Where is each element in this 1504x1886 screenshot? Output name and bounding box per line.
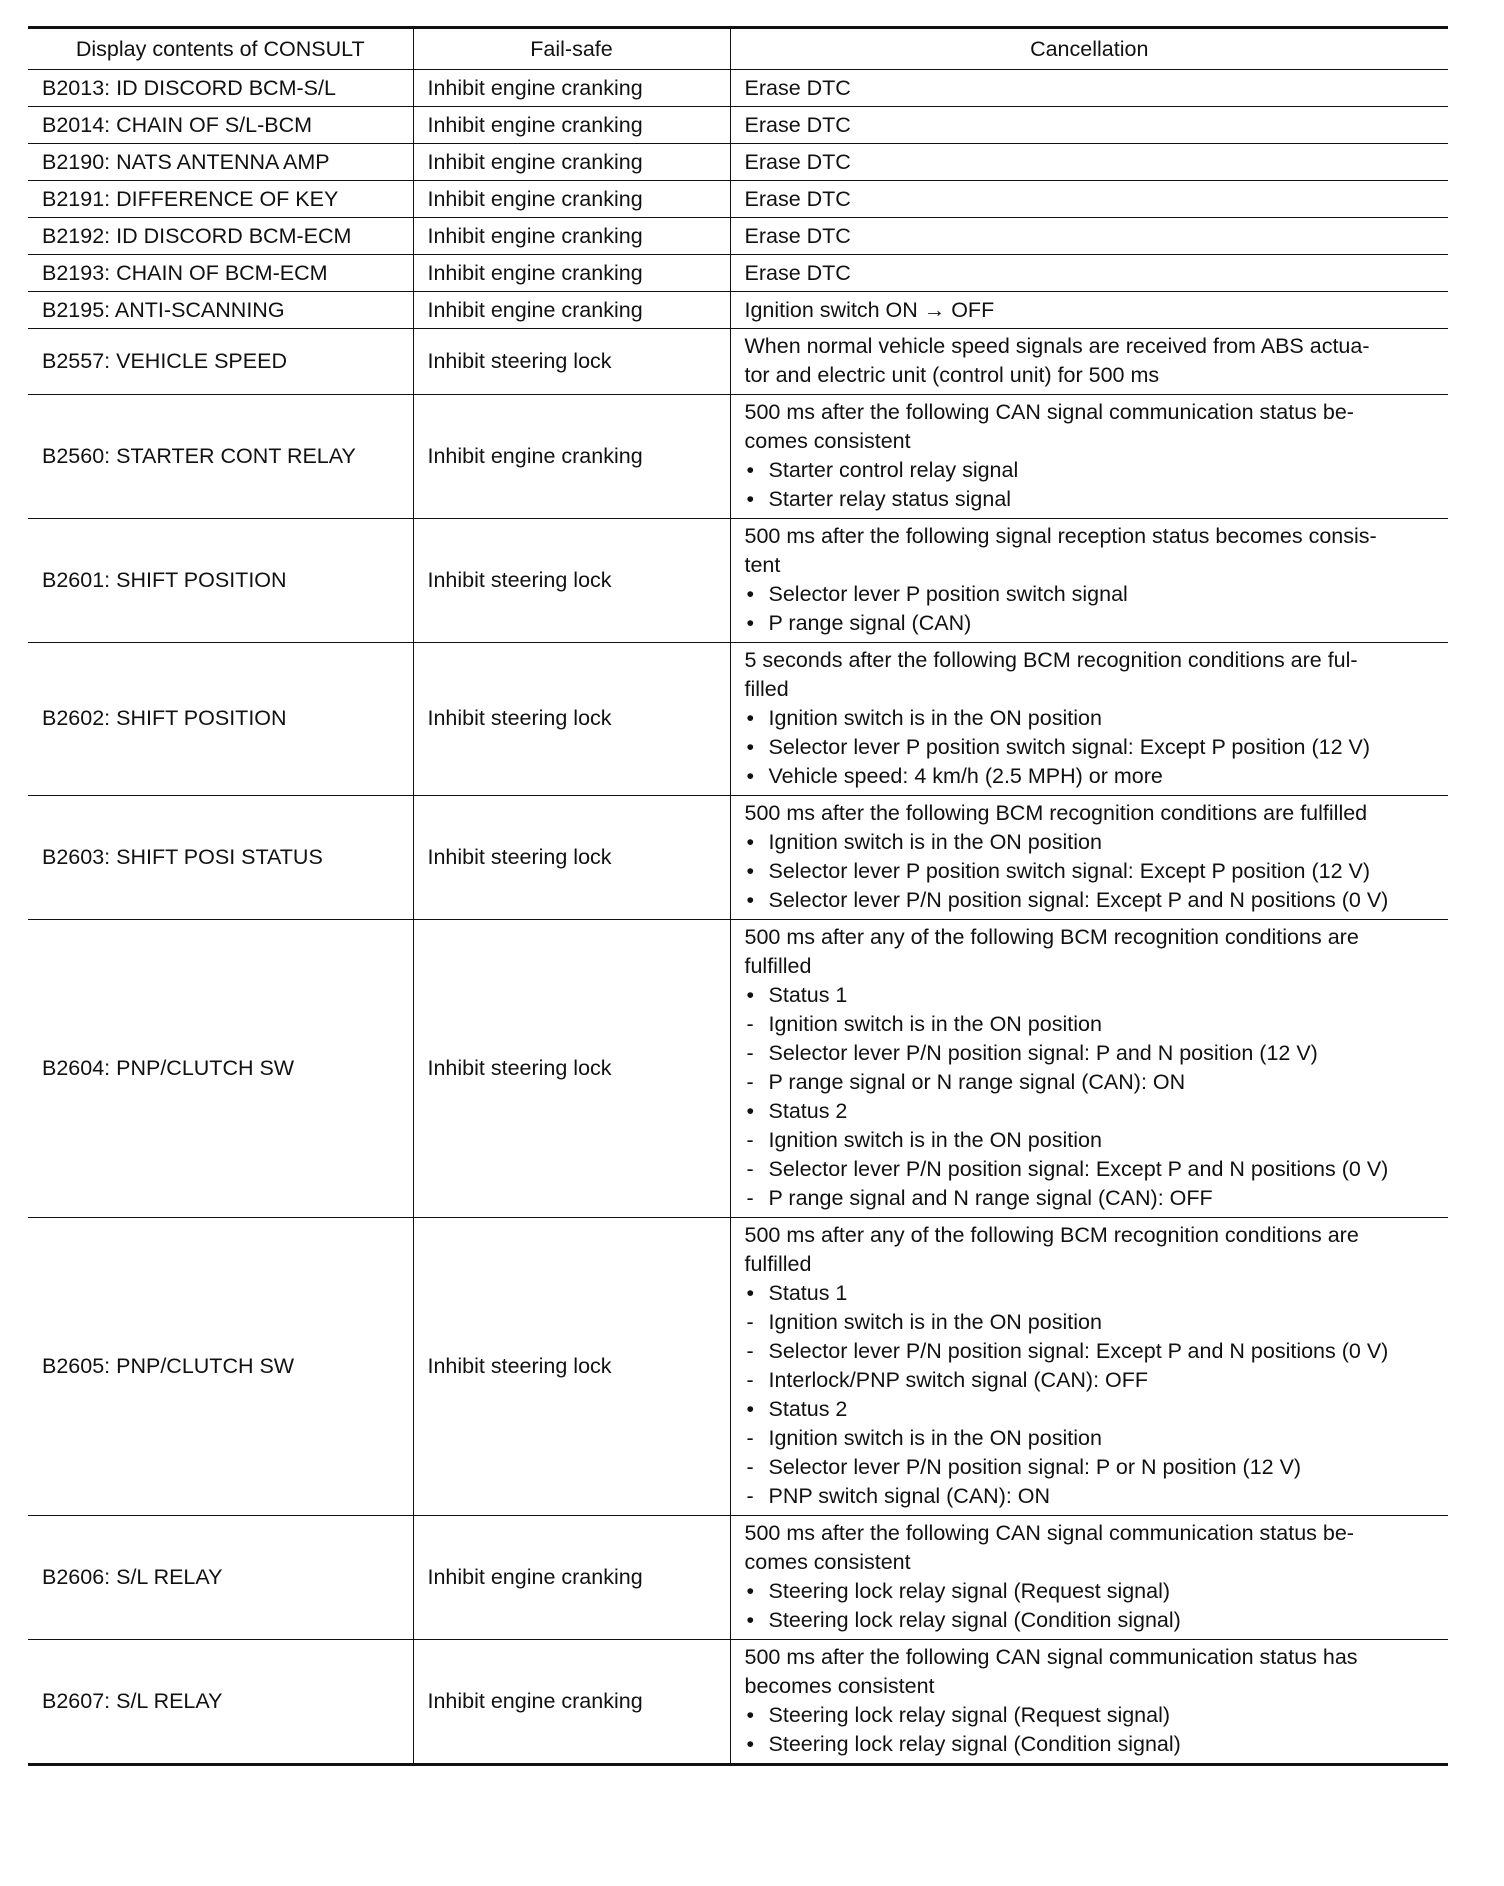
cancellation-line-text: filled (744, 677, 789, 701)
cell-cancellation (730, 1218, 1448, 1516)
header-fail-safe: Fail-safe (413, 28, 730, 70)
bullet-marker: • (746, 1099, 755, 1123)
cancellation-text (745, 1250, 1435, 1279)
cell-display-contents: B2014: CHAIN OF S/L-BCM (28, 107, 413, 144)
cancellation-line-text: P range signal and N range signal (CAN): OFF (768, 1186, 1213, 1210)
cancellation-text (745, 185, 1435, 214)
cancellation-line-text: Erase DTC (744, 112, 851, 137)
table-row (28, 292, 1448, 329)
cell-display-contents: B2604: PNP/CLUTCH SW (28, 920, 413, 1218)
cancellation-line-text: 500 ms after the following BCM recognition conditions are fulfilled (744, 801, 1368, 825)
cancellation-bullet-item (745, 981, 1435, 1010)
bullet-marker: • (746, 1732, 755, 1756)
cancellation-text (745, 1221, 1435, 1250)
cancellation-dash-item (745, 1308, 1435, 1337)
cancellation-text (745, 259, 1435, 288)
cancellation-line-text: Selector lever P position switch signal: Except P position (12 V) (768, 735, 1371, 759)
dash-marker: - (746, 1426, 754, 1450)
cell-cancellation (730, 107, 1448, 144)
cell-fail-safe: Inhibit engine cranking (413, 144, 730, 181)
cancellation-line-text: Selector lever P/N position signal: P or N position (12 V) (768, 1455, 1302, 1479)
cell-fail-safe: Inhibit steering lock (413, 920, 730, 1218)
cancellation-bullet-item (745, 1577, 1435, 1606)
failsafe-table-section (28, 26, 1448, 1766)
cell-fail-safe: Inhibit steering lock (413, 519, 730, 643)
table-row (28, 519, 1448, 643)
cell-cancellation (730, 920, 1448, 1218)
bullet-marker: • (746, 764, 755, 788)
table-row (28, 329, 1448, 395)
table-row (28, 920, 1448, 1218)
cancellation-dash-item (745, 1482, 1435, 1511)
header-cancellation: Cancellation (730, 28, 1448, 70)
cancellation-text (745, 1519, 1435, 1548)
cancellation-line-text: 500 ms after the following CAN signal communication status be- (744, 400, 1354, 424)
table-row (28, 1640, 1448, 1765)
cancellation-text (745, 1643, 1435, 1672)
cancellation-bullet-item (745, 1395, 1435, 1424)
cancellation-dash-item (745, 1126, 1435, 1155)
cell-cancellation (730, 329, 1448, 395)
cancellation-text (745, 74, 1435, 103)
cell-fail-safe: Inhibit engine cranking (413, 218, 730, 255)
cancellation-line-text: PNP switch signal (CAN): ON (768, 1484, 1051, 1508)
cell-display-contents: B2606: S/L RELAY (28, 1516, 413, 1640)
cell-cancellation (730, 643, 1448, 796)
cell-cancellation (730, 70, 1448, 107)
cancellation-line-text: Ignition switch is in the ON position (768, 1310, 1102, 1334)
cancellation-line-text: comes consistent (744, 429, 911, 453)
cancellation-line-text: Ignition switch ON → OFF (744, 297, 995, 322)
cancellation-text (745, 799, 1435, 828)
cancellation-line-text: P range signal (CAN) (768, 611, 972, 635)
cell-display-contents: B2560: STARTER CONT RELAY (28, 395, 413, 519)
dash-marker: - (746, 1157, 754, 1181)
cancellation-text (745, 646, 1435, 675)
cancellation-bullet-item (745, 828, 1435, 857)
bullet-marker: • (746, 1608, 755, 1632)
bullet-marker: • (746, 859, 755, 883)
cancellation-line-text: Ignition switch is in the ON position (768, 830, 1102, 854)
cancellation-bullet-item (745, 733, 1435, 762)
dash-marker: - (746, 1484, 754, 1508)
cancellation-line-text: Vehicle speed: 4 km/h (2.5 MPH) or more (768, 764, 1163, 788)
cancellation-line-text: Selector lever P/N position signal: Except P and N positions (0 V) (768, 1157, 1389, 1181)
cell-fail-safe: Inhibit engine cranking (413, 1516, 730, 1640)
cancellation-line-text: 500 ms after the following CAN signal communication status has (744, 1645, 1358, 1669)
cancellation-text (745, 148, 1435, 177)
cell-fail-safe: Inhibit steering lock (413, 1218, 730, 1516)
cancellation-bullet-item (745, 857, 1435, 886)
bullet-marker: • (746, 706, 755, 730)
dash-marker: - (746, 1368, 754, 1392)
cell-fail-safe: Inhibit steering lock (413, 643, 730, 796)
table-row (28, 255, 1448, 292)
cancellation-line-text: Steering lock relay signal (Condition signal) (768, 1608, 1181, 1632)
cell-display-contents: B2557: VEHICLE SPEED (28, 329, 413, 395)
cell-cancellation (730, 1516, 1448, 1640)
cancellation-dash-item (745, 1453, 1435, 1482)
cancellation-line-text: Steering lock relay signal (Request signal) (768, 1579, 1171, 1603)
cancellation-line-text: Erase DTC (744, 75, 851, 100)
cell-display-contents: B2601: SHIFT POSITION (28, 519, 413, 643)
bullet-marker: • (746, 1579, 755, 1603)
dash-marker: - (746, 1310, 754, 1334)
cell-display-contents: B2603: SHIFT POSI STATUS (28, 796, 413, 920)
dash-marker: - (746, 1041, 754, 1065)
bullet-marker: • (746, 735, 755, 759)
cancellation-line-text: 500 ms after the following CAN signal communication status be- (744, 1521, 1354, 1545)
cancellation-text (745, 923, 1435, 952)
cell-cancellation (730, 292, 1448, 329)
bullet-marker: • (746, 458, 755, 482)
cancellation-text (745, 296, 1435, 325)
cell-fail-safe: Inhibit engine cranking (413, 70, 730, 107)
cancellation-bullet-item (745, 704, 1435, 733)
cancellation-text (745, 398, 1435, 427)
cancellation-line-text: Steering lock relay signal (Condition signal) (768, 1732, 1181, 1756)
bullet-marker: • (746, 983, 755, 1007)
cell-fail-safe: Inhibit engine cranking (413, 107, 730, 144)
cell-cancellation (730, 519, 1448, 643)
cancellation-line-text: Erase DTC (744, 260, 851, 285)
bullet-marker: • (746, 1397, 755, 1421)
cell-fail-safe: Inhibit steering lock (413, 329, 730, 395)
cell-cancellation (730, 395, 1448, 519)
cell-display-contents: B2190: NATS ANTENNA AMP (28, 144, 413, 181)
table-row (28, 1218, 1448, 1516)
cell-display-contents: B2191: DIFFERENCE OF KEY (28, 181, 413, 218)
dash-marker: - (746, 1186, 754, 1210)
table-header-row (28, 28, 1448, 70)
cell-display-contents: B2602: SHIFT POSITION (28, 643, 413, 796)
cancellation-line-text: Status 1 (768, 1281, 848, 1305)
header-display-contents: Display contents of CONSULT (28, 28, 413, 70)
cancellation-line-text: Interlock/PNP switch signal (CAN): OFF (768, 1368, 1149, 1392)
cancellation-dash-item (745, 1424, 1435, 1453)
table-row (28, 1516, 1448, 1640)
cancellation-line-text: Status 2 (768, 1099, 848, 1123)
cell-fail-safe: Inhibit engine cranking (413, 255, 730, 292)
cancellation-text (745, 427, 1435, 456)
cancellation-line-text: Status 2 (768, 1397, 848, 1421)
cancellation-line-text: Starter control relay signal (768, 458, 1019, 482)
cancellation-bullet-item (745, 609, 1435, 638)
cell-cancellation (730, 255, 1448, 292)
cancellation-line-text: tor and electric unit (control unit) for 500 ms (744, 363, 1160, 387)
cancellation-line-text: Selector lever P position switch signal (768, 582, 1128, 606)
cell-fail-safe: Inhibit engine cranking (413, 181, 730, 218)
table-row (28, 181, 1448, 218)
dash-marker: - (746, 1070, 754, 1094)
cancellation-line-text: Ignition switch is in the ON position (768, 1426, 1102, 1450)
cancellation-bullet-item (745, 485, 1435, 514)
cancellation-dash-item (745, 1366, 1435, 1395)
cancellation-dash-item (745, 1184, 1435, 1213)
table-row (28, 796, 1448, 920)
dash-marker: - (746, 1339, 754, 1363)
cancellation-line-text: Ignition switch is in the ON position (768, 1012, 1102, 1036)
cancellation-text (745, 675, 1435, 704)
cancellation-line-text: Steering lock relay signal (Request signal) (768, 1703, 1171, 1727)
bullet-marker: • (746, 582, 755, 606)
cancellation-dash-item (745, 1155, 1435, 1184)
table-row (28, 70, 1448, 107)
cancellation-text (745, 522, 1435, 551)
cancellation-line-text: Erase DTC (744, 223, 851, 248)
cell-display-contents: B2193: CHAIN OF BCM-ECM (28, 255, 413, 292)
cancellation-text (745, 952, 1435, 981)
dash-marker: - (746, 1012, 754, 1036)
cell-cancellation (730, 796, 1448, 920)
cancellation-bullet-item (745, 1606, 1435, 1635)
cancellation-line-text: fulfilled (744, 1252, 812, 1276)
cell-cancellation (730, 181, 1448, 218)
cell-display-contents: B2605: PNP/CLUTCH SW (28, 1218, 413, 1516)
cell-display-contents: B2607: S/L RELAY (28, 1640, 413, 1765)
table-row (28, 107, 1448, 144)
cancellation-line-text: tent (744, 553, 781, 577)
bullet-marker: • (746, 888, 755, 912)
cancellation-dash-item (745, 1068, 1435, 1097)
cancellation-bullet-item (745, 762, 1435, 791)
cancellation-text (745, 1548, 1435, 1577)
cancellation-text (745, 111, 1435, 140)
cancellation-line-text: 500 ms after any of the following BCM recognition conditions are (744, 925, 1359, 949)
cancellation-line-text: When normal vehicle speed signals are received from ABS actua- (744, 334, 1370, 358)
table-row (28, 643, 1448, 796)
bullet-marker: • (746, 611, 755, 635)
cancellation-line-text: Selector lever P/N position signal: Except P and N positions (0 V) (768, 888, 1389, 912)
cancellation-dash-item (745, 1337, 1435, 1366)
cancellation-line-text: 500 ms after the following signal reception status becomes consis- (744, 524, 1377, 548)
cancellation-line-text: Selector lever P position switch signal: Except P position (12 V) (768, 859, 1371, 883)
cancellation-line-text: Erase DTC (744, 149, 851, 174)
dash-marker: - (746, 1128, 754, 1152)
cancellation-bullet-item (745, 580, 1435, 609)
cancellation-dash-item (745, 1010, 1435, 1039)
cancellation-line-text: P range signal or N range signal (CAN): ON (768, 1070, 1186, 1094)
cancellation-bullet-item (745, 886, 1435, 915)
cancellation-line-text: Status 1 (768, 983, 848, 1007)
cell-cancellation (730, 1640, 1448, 1765)
cancellation-line-text: Selector lever P/N position signal: Except P and N positions (0 V) (768, 1339, 1389, 1363)
cancellation-line-text: Ignition switch is in the ON position (768, 1128, 1102, 1152)
cancellation-text (745, 222, 1435, 251)
cancellation-bullet-item (745, 1097, 1435, 1126)
cell-fail-safe: Inhibit steering lock (413, 796, 730, 920)
cancellation-line-text: 500 ms after any of the following BCM recognition conditions are (744, 1223, 1359, 1247)
cancellation-bullet-item (745, 456, 1435, 485)
cell-display-contents: B2195: ANTI-SCANNING (28, 292, 413, 329)
cancellation-bullet-item (745, 1730, 1435, 1759)
cancellation-line-text: 5 seconds after the following BCM recognition conditions are ful- (744, 648, 1358, 672)
cell-cancellation (730, 144, 1448, 181)
cancellation-line-text: fulfilled (744, 954, 812, 978)
cell-fail-safe: Inhibit engine cranking (413, 1640, 730, 1765)
cancellation-line-text: becomes consistent (744, 1674, 935, 1698)
bullet-marker: • (746, 1703, 755, 1727)
cell-fail-safe: Inhibit engine cranking (413, 292, 730, 329)
cancellation-dash-item (745, 1039, 1435, 1068)
failsafe-table (28, 26, 1448, 1766)
bullet-marker: • (746, 830, 755, 854)
cancellation-text (745, 332, 1435, 361)
dash-marker: - (746, 1455, 754, 1479)
cell-fail-safe: Inhibit engine cranking (413, 395, 730, 519)
cancellation-line-text: Selector lever P/N position signal: P and N position (12 V) (768, 1041, 1318, 1065)
bullet-marker: • (746, 1281, 755, 1305)
cancellation-bullet-item (745, 1701, 1435, 1730)
cell-cancellation (730, 218, 1448, 255)
cancellation-text (745, 551, 1435, 580)
cell-display-contents: B2192: ID DISCORD BCM-ECM (28, 218, 413, 255)
table-row (28, 144, 1448, 181)
cancellation-line-text: comes consistent (744, 1550, 911, 1574)
cancellation-line-text: Ignition switch is in the ON position (768, 706, 1102, 730)
cell-display-contents: B2013: ID DISCORD BCM-S/L (28, 70, 413, 107)
cancellation-text (745, 361, 1435, 390)
cancellation-text (745, 1672, 1435, 1701)
table-row (28, 218, 1448, 255)
bullet-marker: • (746, 487, 755, 511)
cancellation-line-text: Erase DTC (744, 186, 851, 211)
table-row (28, 395, 1448, 519)
cancellation-line-text: Starter relay status signal (768, 487, 1012, 511)
cancellation-bullet-item (745, 1279, 1435, 1308)
